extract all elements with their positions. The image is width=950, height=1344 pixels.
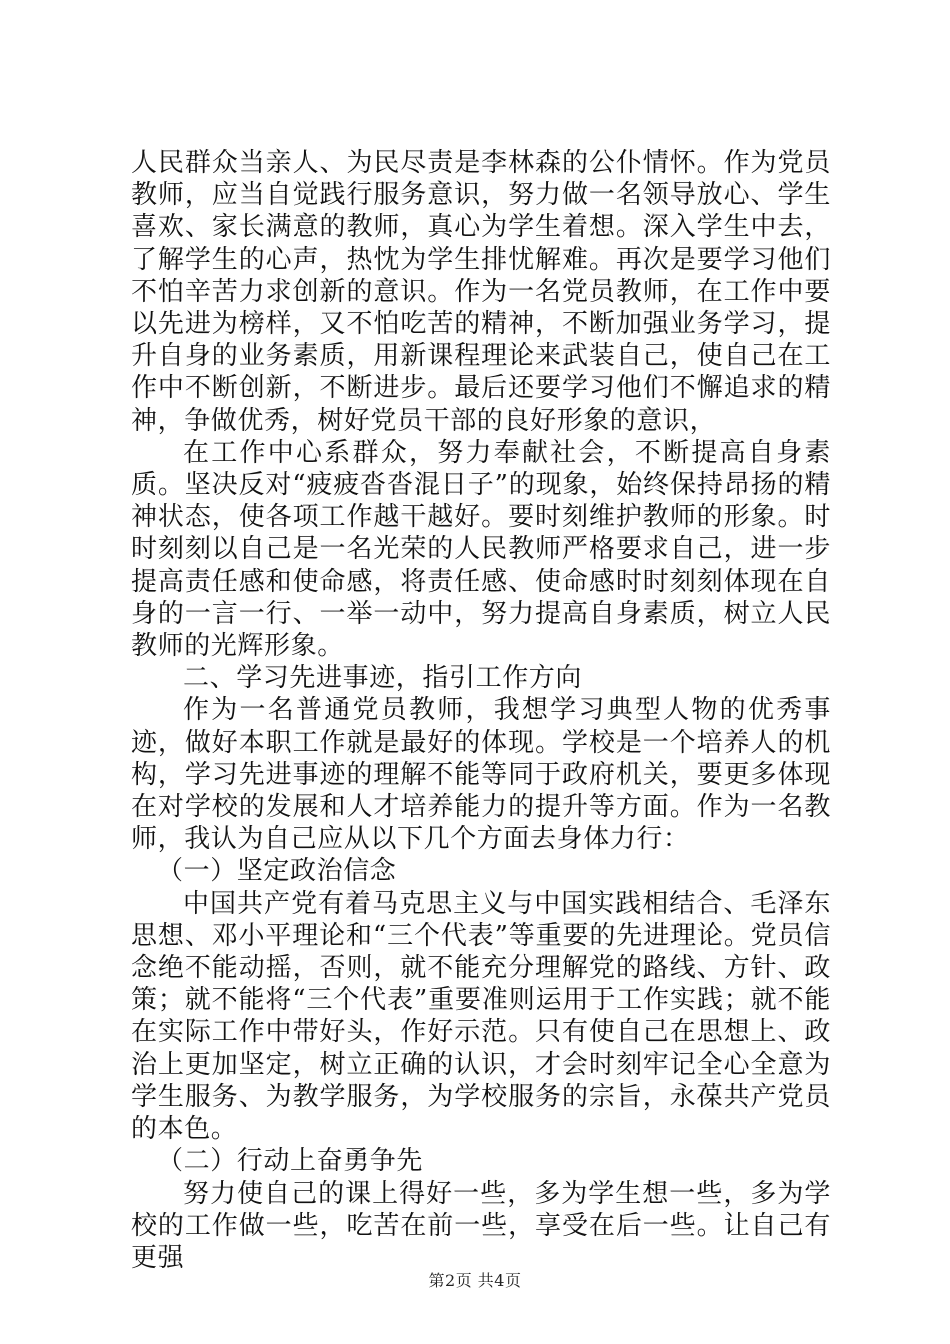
paragraph: 中国共产党有着马克思主义与中国实践相结合、毛泽东思想、邓小平理论和“三个代表”等重要的先进理论。党员信念绝不能动摇，否则，就不能充分理解党的路线、方针、政策；就不能将“三个代表”重要准则运用于工作实践；就不能在实际工作中带好头，作好示范。只有使自己在思想上、政治上更加坚定，树立正确的认识，才会时刻牢记全心全意为学生服务、为教学服务，为学校服务的宗旨，永葆共产党员的本色。 xyxy=(131,888,831,1145)
subsection-heading: （一）坚定政治信念 xyxy=(157,856,397,887)
paragraph: 在工作中心系群众，努力奉献社会，不断提高自身素质。坚决反对“疲疲沓沓混日子”的现象，始终保持昂扬的精神状态，使各项工作越干越好。要时刻维护教师的形象。时时刻刻以自己是一名光荣的人民教师严格要求自己，进一步提高责任感和使命感，将责任感、使命感时时刻刻体现在自身的一言一行、一举一动中，努力提高自身素质，树立人民教师的光辉形象。 xyxy=(131,437,831,662)
paragraph: 努力使自己的课上得好一些，多为学生想一些，多为学校的工作做一些，吃苦在前一些，享受在后一些。让自己有更强 xyxy=(131,1178,831,1273)
subsection-heading: （二）行动上奋勇争先 xyxy=(157,1146,424,1177)
page-number: 第2页 共4页 xyxy=(428,1271,522,1290)
paragraph-continuation: 人民群众当亲人、为民尽责是李林森的公仆情怀。作为党员教师，应当自觉践行服务意识，努力做一名领导放心、学生喜欢、家长满意的教师，真心为学生着想。深入学生中去，了解学生的心声，热忱为学生排忧解难。再次是要学习他们不怕辛苦力求创新的意识。作为一名党员教师，在工作中要以先进为榜样，又不怕吃苦的精神，不断加强业务学习，提升自身的业务素质，用新课程理论来武装自己，使自己在工作中不断创新，不断进步。最后还要学习他们不懈追求的精神，争做优秀，树好党员干部的良好形象的意识， xyxy=(131,148,831,436)
section-heading: 二、学习先进事迹，指引工作方向 xyxy=(183,663,583,694)
page-footer xyxy=(0,1271,950,1291)
document-body xyxy=(131,147,831,1274)
paragraph: 作为一名普通党员教师，我想学习典型人物的优秀事迹，做好本职工作就是最好的体现。学校是一个培养人的机构，学习先进事迹的理解不能等同于政府机关，要更多体现在对学校的发展和人才培养能力的提升等方面。作为一名教师，我认为自己应从以下几个方面去身体力行： xyxy=(131,695,831,855)
